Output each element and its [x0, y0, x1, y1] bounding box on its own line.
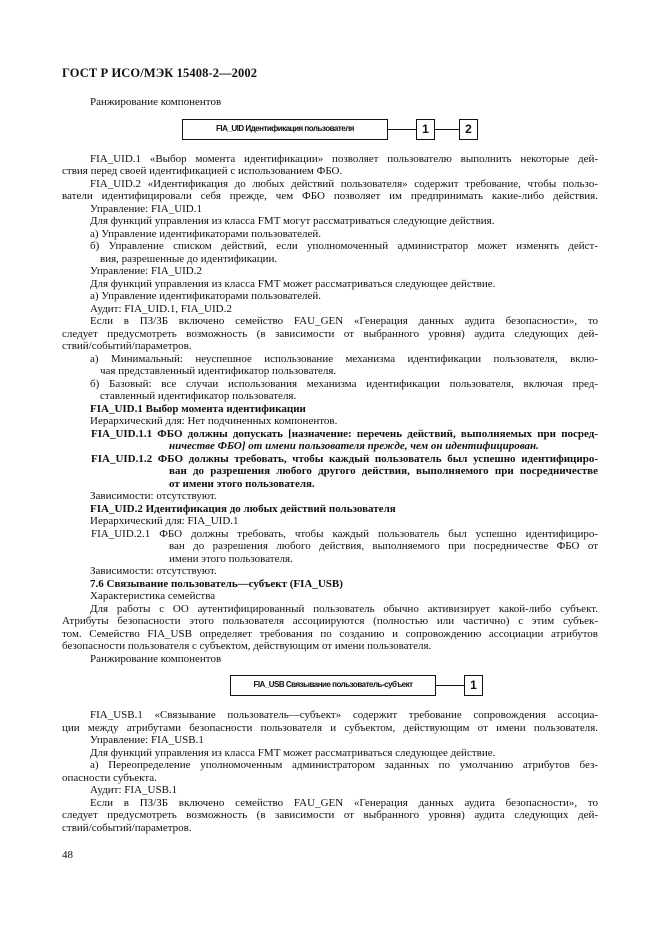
element-line: ван до разрешения любого действия, выполняемого при посредничестве ФБО от	[169, 540, 598, 552]
element-line: ван до разрешения любого другого действия, выполняемого при посредничестве	[169, 465, 598, 477]
text-line: Управление: FIA_UID.2	[90, 265, 202, 277]
element-line: от имени этого пользователя.	[169, 477, 315, 490]
diagram-usb-level-1: 1	[464, 675, 483, 696]
text-line: ставленный идентификатор пользователя.	[100, 390, 297, 402]
diagram-usb-connector-1	[436, 685, 464, 686]
text-line: а) Минимальный: неуспешное использование механизма идентификации пользователя, вклю-	[90, 352, 598, 365]
text-line: Управление: FIA_USB.1	[90, 734, 204, 746]
text-line: Если в ПЗ/ЗБ включено семейство FAU_GEN «Генерация данных аудита безопасности», то	[90, 315, 598, 327]
text-line: FIA_USB.1 «Связывание пользователь—субъект» содержит требование сопровождения ассоциа-	[90, 709, 598, 721]
body-text	[62, 96, 598, 834]
text-line: следует предусмотреть возможность (в зависимости от выбранного уровня) аудита следующих дей-	[62, 327, 598, 340]
diagram-uid	[62, 109, 598, 153]
page-header: ГОСТ Р ИСО/МЭК 15408-2—2002	[62, 66, 258, 80]
text-line: Для функций управления из класса FMT может рассматриваться следующее действие.	[90, 277, 496, 290]
text-line: Управление: FIA_UID.1	[90, 202, 202, 215]
element-line: FIA_UID.2.1 ФБО должны требовать, чтобы каждый пользователь был успешно идентифициро-	[91, 527, 598, 540]
text-line: FIA_UID.1 «Выбор момента идентификации» позволяет пользователю выполнить некоторые дей-	[90, 152, 598, 165]
text-line: Ранжирование компонентов	[90, 652, 222, 665]
element-line: имени этого пользователя.	[169, 552, 293, 565]
text-line: Иерархический для: Нет подчиненных компонентов.	[90, 415, 338, 427]
text-line: Для функций управления из класса FMT могут рассматриваться следующие действия.	[90, 215, 495, 227]
page-number: 48	[62, 849, 73, 861]
diagram-uid-box: FIA_UID Идентификация пользователя	[182, 119, 388, 140]
text-line: Для работы с ОО аутентифицированный пользователь обычно активизирует какой-либо субъект.	[90, 602, 598, 615]
text-line: Аудит: FIA_UID.1, FIA_UID.2	[90, 302, 232, 315]
diagram-uid-connector-2	[435, 129, 459, 130]
element-line: FIA_UID.1.1 ФБО должны допускать [назначение: перечень действий, выполняемых при посред-	[91, 427, 598, 440]
text-line: ствий/событий/параметров.	[62, 821, 192, 834]
text-line: Зависимости: отсутствуют.	[90, 565, 217, 577]
text-line: Атрибуты безопасности этого пользователя ассоциируются (полностью или частично) с этим субъек-	[62, 615, 598, 627]
text-line: ствий/событий/параметров.	[62, 340, 192, 352]
text-line: чая представленный идентификатор пользователя.	[100, 365, 337, 377]
text-line: а) Переопределение уполномоченным администратором заданных по умолчанию атрибутов без-	[90, 759, 598, 771]
element-line: ничестве ФБО] от имени пользователя прежде, чем он идентифицирован.	[169, 440, 539, 452]
text-line: Характеристика семейства	[90, 590, 216, 602]
text-line: FIA_UID.2 «Идентификация до любых действий пользователя» содержит требование, чтобы пользо-	[90, 177, 598, 190]
text-line: б) Управление списком действий, если уполномоченный администратор может изменять дейст-	[90, 240, 598, 252]
text-line: безопасности пользователя с субъектом, действующим от имени пользователя.	[62, 640, 432, 652]
text-line: Если в ПЗ/ЗБ включено семейство FAU_GEN «Генерация данных аудита безопасности», то	[90, 796, 598, 809]
text-line: Зависимости: отсутствуют.	[90, 490, 217, 502]
component-heading: FIA_UID.2 Идентификация до любых действий пользователя	[90, 502, 396, 515]
text-line: ствия перед своей идентификацией с использованием ФБО.	[62, 165, 343, 177]
component-heading: FIA_UID.1 Выбор момента идентификации	[90, 402, 306, 415]
text-line: вия, разрешенные до идентификации.	[100, 252, 278, 265]
text-line: а) Управление идентификаторами пользователей.	[90, 290, 321, 302]
text-line: ции между атрибутами безопасности пользователя и субъектом, действующим от имени пользователя.	[62, 721, 598, 734]
diagram-uid-level-1: 1	[416, 119, 435, 140]
diagram-usb	[62, 665, 598, 709]
text-line: опасности субъекта.	[62, 771, 157, 784]
section-heading: 7.6 Связывание пользователь—субъект (FIA_USB)	[90, 577, 343, 590]
text-line: Для функций управления из класса FMT может рассматриваться следующее действие.	[90, 746, 496, 759]
text-line: следует предусмотреть возможность (в зависимости от выбранного уровня) аудита следующих дей-	[62, 809, 598, 821]
text-line: а) Управление идентификаторами пользователей.	[90, 227, 321, 240]
text-line: Аудит: FIA_USB.1	[90, 784, 178, 796]
text-line: Иерархический для: FIA_UID.1	[90, 515, 239, 527]
diagram-usb-box: FIA_USB Связывание пользователь-субъект	[230, 675, 436, 696]
text-line: том. Семейство FIA_USB определяет требования по созданию и сопровождению ассоциации атрибутов	[62, 627, 598, 640]
text-line: б) Базовый: все случаи использования механизма идентификации пользователя, включая пред-	[90, 377, 598, 390]
diagram-uid-level-2: 2	[459, 119, 478, 140]
element-line: FIA_UID.1.2 ФБО должны требовать, чтобы каждый пользователь был успешно идентифициро-	[91, 452, 598, 465]
diagram-uid-connector-1	[388, 129, 416, 130]
text-line: ватели идентифицировали себя прежде, чем ФБО позволяет им предпринимать какие-либо действия.	[62, 190, 598, 202]
text-line: Ранжирование компонентов	[90, 96, 222, 108]
